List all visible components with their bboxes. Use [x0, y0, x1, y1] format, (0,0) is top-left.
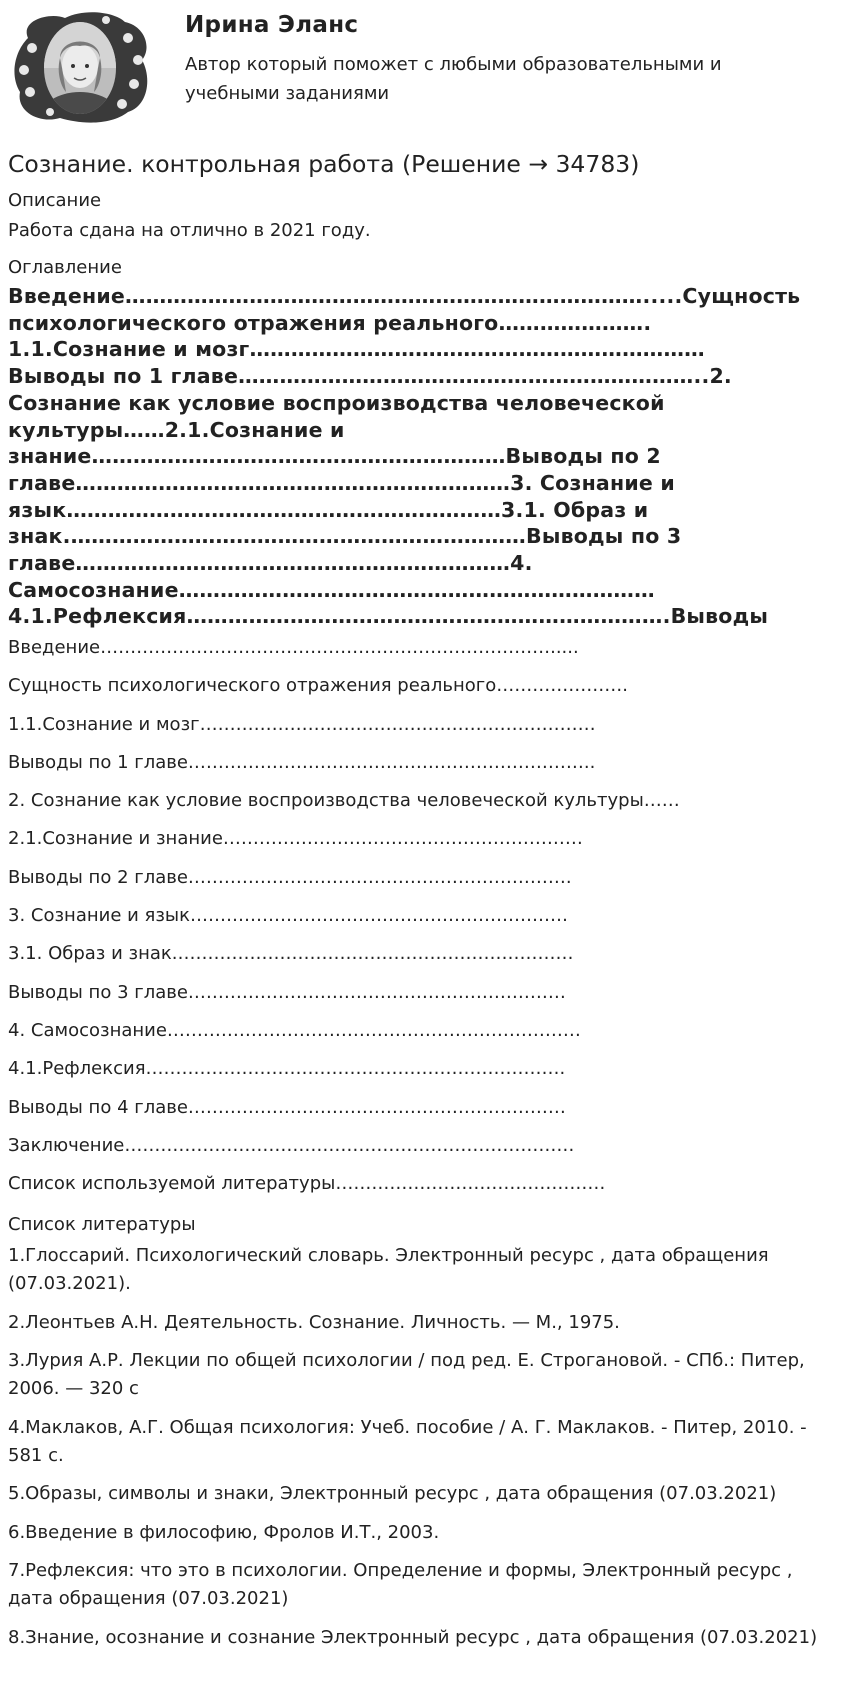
toc-item: Выводы по 1 главе………………………………………………………….. — [8, 751, 596, 773]
literature-item: 4.Маклаков, А.Г. Общая психология: Учеб. пособие / А. Г. Маклаков. - Питер, 2010. - 581 с. — [8, 1416, 807, 1466]
toc-bold-line: главе………………………………………………………4. — [8, 551, 533, 576]
literature-item: 3.Лурия А.Р. Лекции по общей психологии / под ред. Е. Строгановой. - СПб.: Питер, 2006. — 320 с — [8, 1350, 805, 1399]
toc-bold-line: знак.…………………………………………………………Выводы по 3 — [8, 524, 682, 549]
toc-list — [8, 636, 680, 1210]
toc-item: Выводы по 3 главе……………………………………………………… — [8, 981, 566, 1003]
toc-bold-line: психологического отражения реального…………………. — [8, 310, 652, 335]
toc-item: 1.1.Сознание и мозг………………………………………………………… — [8, 713, 596, 735]
toc-item: 3. Сознание и язык……………………………………………………… — [8, 905, 569, 927]
toc-item: 3.1. Образ и знак.………………………………………………………… — [8, 943, 574, 965]
literature-item: 2.Леонтьев А.Н. Деятельность. Сознание. Личность. — М., 1975. — [8, 1311, 620, 1333]
toc-item: 4.1.Рефлексия……………………………………………………………. — [8, 1058, 566, 1080]
page — [8, 0, 839, 1648]
toc-item: Введение…………………………………………………………………..... — [8, 637, 579, 658]
toc-item: Выводы по 2 главе………………………………………………………. — [8, 866, 572, 888]
author-description: Автор который поможет с любыми образовательными и учебными заданиями — [185, 54, 722, 104]
author-name[interactable]: Ирина Эланс — [185, 12, 359, 38]
toc-bold-line: 1.1.Сознание и мозг………………………………………………………… — [8, 337, 705, 362]
toc-bold-line: 4.1.Рефлексия…………………………………………………………….Выводы — [8, 604, 769, 629]
description-text: Работа сдана на отлично в 2021 году. — [8, 220, 371, 241]
toc-bold-line: Введение………………………………………………………………….....Сущность — [8, 284, 801, 308]
toc-item: Выводы по 4 главе……………………………………………………… — [8, 1096, 566, 1118]
literature-list — [8, 1242, 839, 1662]
work-title: Сознание. контрольная работа (Решение → 34783) — [8, 150, 640, 178]
author-avatar — [10, 8, 153, 126]
toc-bold-line: язык………………………………………………………3.1. Образ и — [8, 497, 649, 522]
toc-item: 4. Самосознание…………………………………………………………… — [8, 1019, 581, 1041]
literature-item: 1.Глоссарий. Психологический словарь. Электронный ресурс , дата обращения (07.03.2021). — [8, 1245, 769, 1294]
literature-item: 8.Знание, осознание и сознание Электронный ресурс , дата обращения (07.03.2021) — [8, 1626, 818, 1648]
toc-item: 2. Сознание как условие воспроизводства человеческой культуры…… — [8, 790, 680, 812]
toc-bold-line: знание……………………………………………………Выводы по 2 — [8, 444, 661, 469]
toc-bold-line: Выводы по 1 главе…………………………………………………………..2. — [8, 364, 732, 389]
author-card — [8, 0, 839, 140]
toc-bold-line: главе………………………………………………………3. Сознание и — [8, 470, 675, 495]
literature-label: Список литературы — [8, 1214, 196, 1235]
literature-item: 7.Рефлексия: что это в психологии. Определение и формы, Электронный ресурс , дата обращения (07.03.2021) — [8, 1560, 793, 1609]
toc-item: Сущность психологического отражения реального…………………. — [8, 675, 628, 697]
literature-item: 5.Образы, символы и знаки, Электронный ресурс , дата обращения (07.03.2021) — [8, 1483, 777, 1504]
toc-label: Оглавление — [8, 257, 122, 278]
toc-bold-line: культуры……2.1.Сознание и — [8, 417, 345, 442]
toc-bold-line: Самосознание…………………………………………………………… — [8, 577, 655, 602]
toc-item: Заключение………………………………………………………………… — [8, 1134, 575, 1156]
toc-item: 2.1.Сознание и знание…………………………………………………… — [8, 828, 583, 850]
toc-bold-line: Сознание как условие воспроизводства человеческой — [8, 390, 665, 415]
toc-item: Список используемой литературы……………………………………… — [8, 1173, 606, 1195]
description-label: Описание — [8, 190, 102, 211]
literature-item: 6.Введение в философию, Фролов И.Т., 2003. — [8, 1521, 440, 1543]
toc-bold-block — [8, 283, 839, 630]
